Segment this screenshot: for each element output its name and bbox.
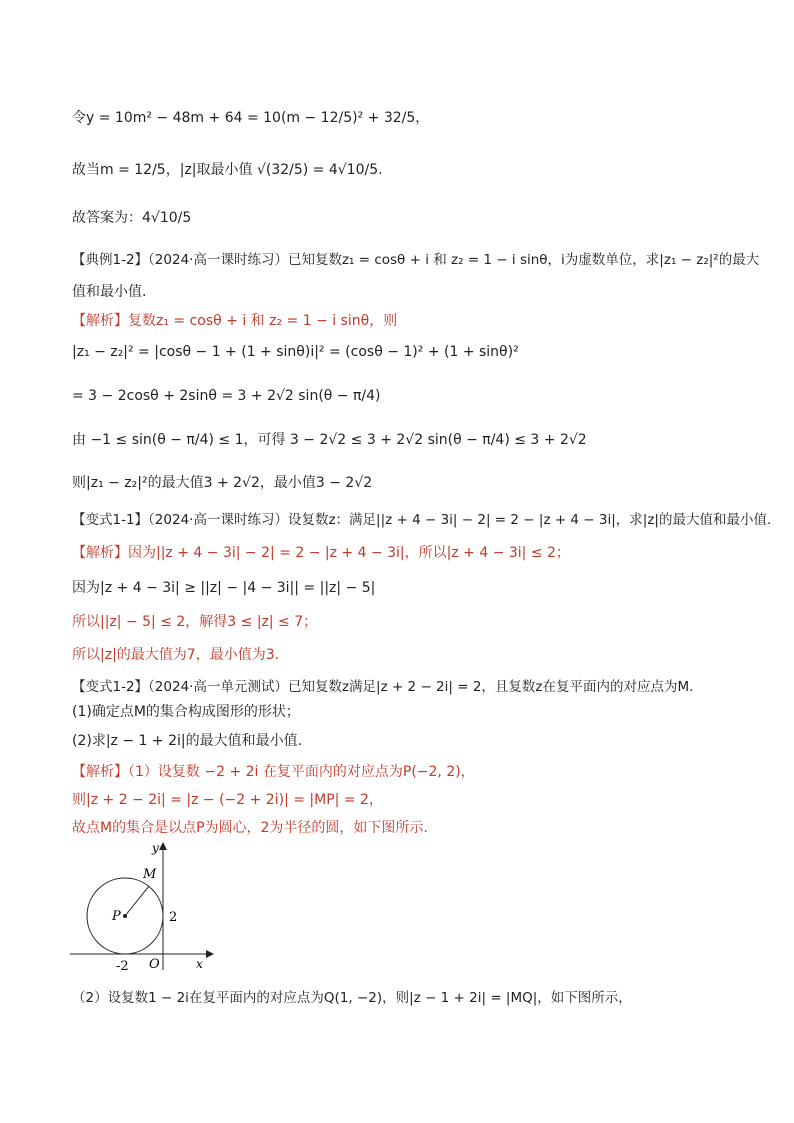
label-origin: O <box>149 957 160 972</box>
solution-1-1-line-3: 所以||z| − 5| ≤ 2，解得3 ≤ |z| ≤ 7； <box>72 614 318 630</box>
radius-segment <box>125 886 149 916</box>
solution-1-2b-line-1: 【解析】（1）设复数 −2 + 2i 在复平面内的对应点为P(−2, 2)， <box>72 764 475 780</box>
example-1-2-title: 【典例1-2】（2024·高一课时练习）已知复数z₁ = cosθ + i 和 z₂ = 1 − i sinθ，i为虚数单位，求|z₁ − z₂|²的最大 <box>72 252 760 268</box>
variant-1-2-part-2: (2)求|z − 1 + 2i|的最大值和最小值. <box>72 733 303 749</box>
y-axis-arrow <box>159 842 167 850</box>
variant-1-2-part-1: (1)确定点M的集合构成图形的形状； <box>72 704 300 720</box>
variant-1-1-title: 【变式1-1】（2024·高一课时练习）设复数z：满足||z + 4 − 3i| − 2| = 2 − |z + 4 − 3i|，求|z|的最大值和最小值. <box>72 512 772 528</box>
solution-1-2b-line-2: 则|z + 2 − 2i| = |z − (−2 + 2i)| = |MP| = 2， <box>72 792 383 808</box>
center-point <box>123 914 127 918</box>
text-line-2: 故当m = 12/5，|z|取最小值 √(32/5) = 4√10/5. <box>72 162 383 178</box>
label-y: y <box>152 841 159 855</box>
text-line-3: 故答案为：4√10/5 <box>72 210 192 226</box>
label-m: M <box>143 867 157 882</box>
solution-1-2-line-1: 【解析】复数z₁ = cosθ + i 和 z₂ = 1 − i sinθ，则 <box>72 313 398 329</box>
example-1-2-title-cont: 值和最小值. <box>72 284 147 300</box>
solution-1-2-line-3: = 3 − 2cosθ + 2sinθ = 3 + 2√2 sin(θ − π/4) <box>72 388 381 404</box>
x-axis-arrow <box>206 950 214 958</box>
solution-1-2b-line-3: 故点M的集合是以点P为圆心，2为半径的圆，如下图所示. <box>72 820 428 836</box>
solution-1-2-line-2: |z₁ − z₂|² = |cosθ − 1 + (1 + sinθ)i|² = (cosθ − 1)² + (1 + sinθ)² <box>72 344 519 360</box>
solution-1-1-line-4: 所以|z|的最大值为7，最小值为3. <box>72 647 280 663</box>
solution-1-1-line-2: 因为|z + 4 − 3i| ≥ ||z| − |4 − 3i|| = ||z| − 5| <box>72 580 376 596</box>
label-x: x <box>196 957 203 971</box>
solution-1-1-line-1: 【解析】因为||z + 4 − 3i| − 2| = 2 − |z + 4 − 3i|，所以|z + 4 − 3i| ≤ 2； <box>72 545 570 561</box>
circle-diagram <box>60 838 220 973</box>
solution-1-2-line-4: 由 −1 ≤ sin(θ − π/4) ≤ 1，可得 3 − 2√2 ≤ 3 + 2√2 sin(θ − π/4) ≤ 3 + 2√2 <box>72 432 587 448</box>
label-neg-two: -2 <box>116 959 129 973</box>
solution-1-2-line-5: 则|z₁ − z₂|²的最大值3 + 2√2，最小值3 − 2√2 <box>72 475 373 491</box>
solution-1-2b-part-2: （2）设复数1 − 2i在复平面内的对应点为Q(1, −2)，则|z − 1 + 2i| = |MQ|，如下图所示， <box>72 990 632 1006</box>
label-radius: 2 <box>169 910 178 925</box>
variant-1-2-title: 【变式1-2】（2024·高一单元测试）已知复数z满足|z + 2 − 2i| = 2，且复数z在复平面内的对应点为M. <box>72 679 694 695</box>
text-line-1: 令y = 10m² − 48m + 64 = 10(m − 12/5)² + 32/5， <box>72 110 430 126</box>
label-p: P <box>112 909 121 924</box>
